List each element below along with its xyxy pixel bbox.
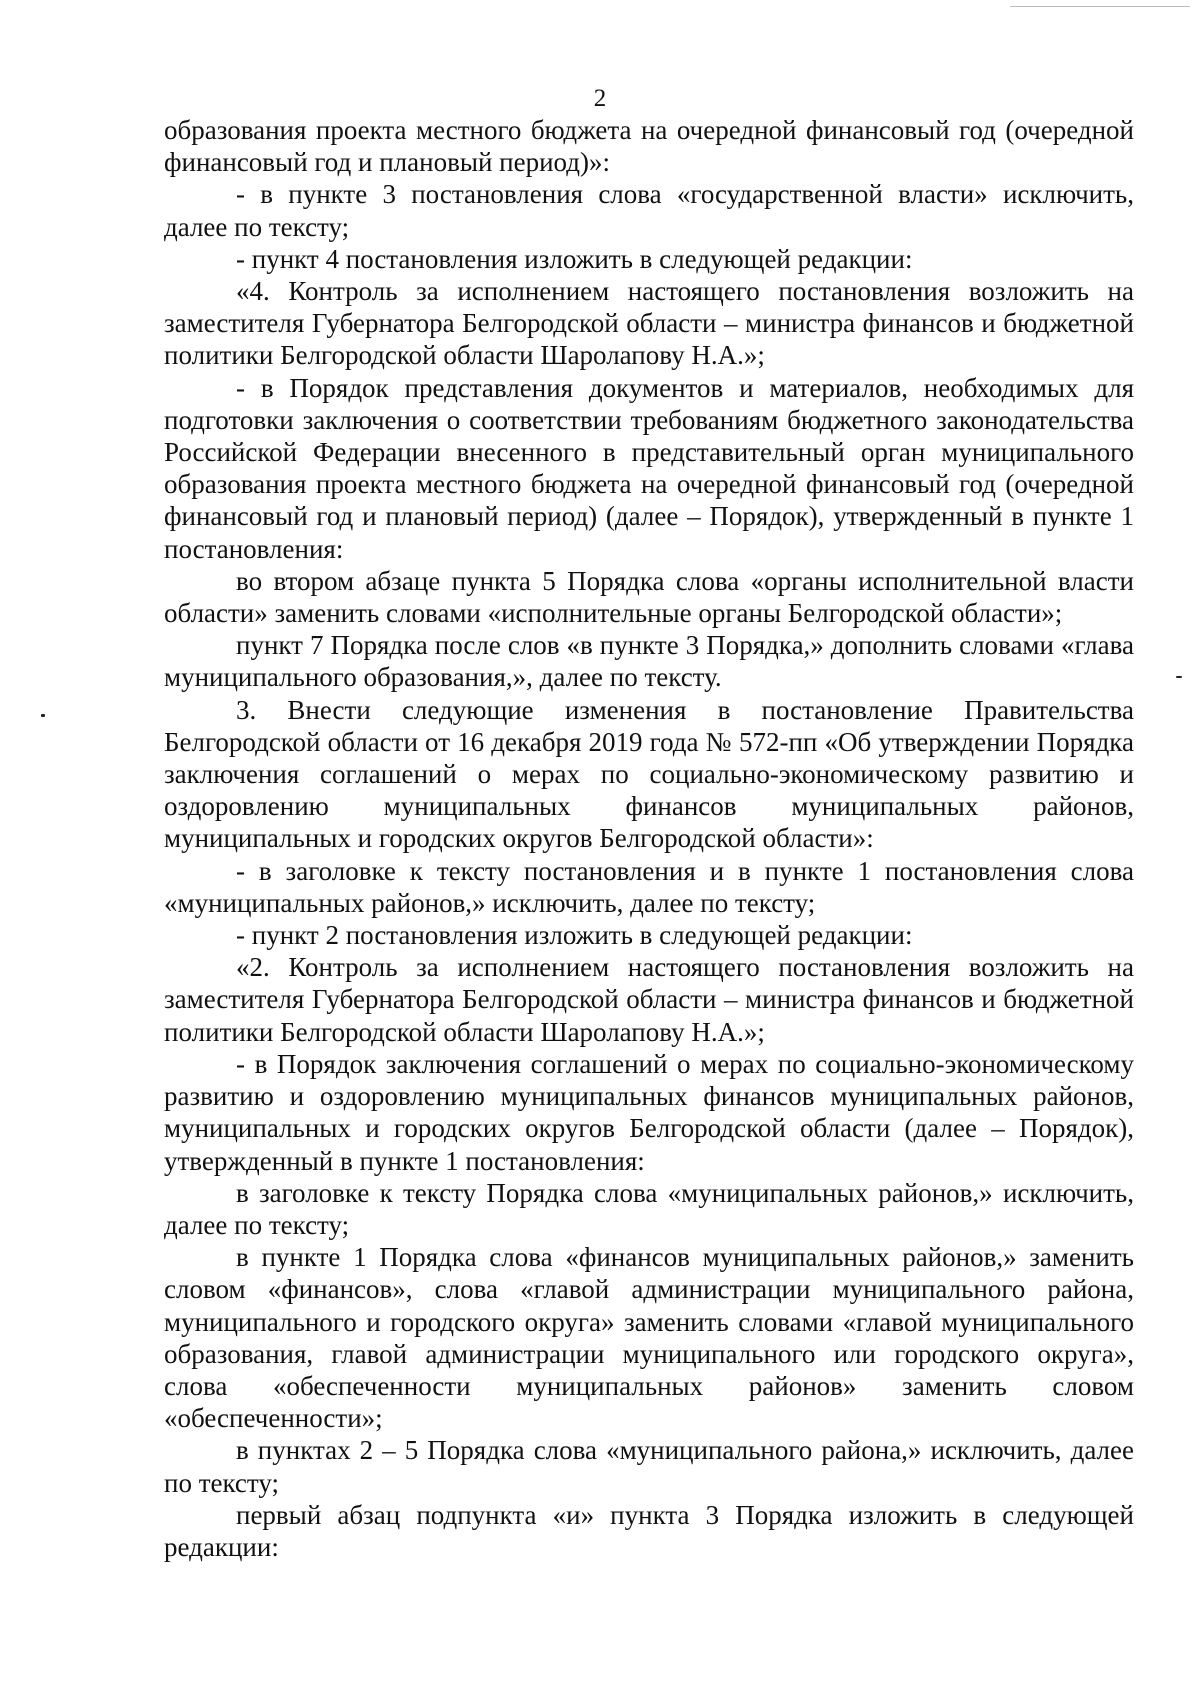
document-body	[164, 114, 1134, 1563]
paragraph-quote: «2. Контроль за исполнением настоящего постановления возложить на заместителя Губернатора Белгородской области – министра финансов и бюджетной политики Белгородской области Шаролапову Н.А.»;	[164, 952, 1134, 1047]
paragraph: в пунктах 2 – 5 Порядка слова «муниципального района,» исключить, далее по тексту;	[164, 1435, 1134, 1498]
scan-speck	[41, 714, 45, 717]
paragraph: - в Порядок представления документов и материалов, необходимых для подготовки заключения о соответствии требованиям бюджетного законодательства Российской Федерации внесенного в представительный орган муниципального образования проекта местного бюджета на очередной финансовый год (очередной финансовый год и плановый период) (далее – Порядок), утвержденный в пункте 1 постановления:	[164, 372, 1134, 564]
paragraph: - в заголовке к тексту постановления и в пункте 1 постановления слова «муниципальных районов,» исключить, далее по тексту;	[164, 855, 1134, 918]
paragraph: первый абзац подпункта «и» пункта 3 Порядка изложить в следующей редакции:	[164, 1499, 1134, 1562]
paragraph-item-3: 3. Внести следующие изменения в постановление Правительства Белгородской области от 16 декабря 2019 года № 572-пп «Об утверждении Порядка заключения соглашений о мерах по социально-экономическому развитию и оздоровлению муниципальных финансов муниципальных районов, муниципальных и городских округов Белгородской области»:	[164, 694, 1134, 854]
paragraph: в заголовке к тексту Порядка слова «муниципальных районов,» исключить, далее по тексту;	[164, 1177, 1134, 1240]
paragraph: во втором абзаце пункта 5 Порядка слова «органы исполнительной власти области» заменить словами «исполнительные органы Белгородской области»;	[164, 565, 1134, 629]
page-number: 2	[593, 85, 607, 112]
paragraph: - в Порядок заключения соглашений о мерах по социально-экономическому развитию и оздоровлению муниципальных финансов муниципальных районов, муниципальных и городских округов Белгородской области (далее – Порядок), утвержденный в пункте 1 постановления:	[164, 1048, 1134, 1176]
paragraph-continuation: образования проекта местного бюджета на очередной финансовый год (очередной финансовый год и плановый период)»:	[164, 115, 1134, 178]
scan-speck	[1176, 676, 1182, 678]
paragraph: в пункте 1 Порядка слова «финансов муниципальных районов,» заменить словом «финансов», слова «главой администрации муниципального района, муниципального и городского округа» заменить словами «главой муниципального образования, главой администрации муниципального или городского округа», слова «обеспеченности муниципальных районов» заменить словом «обеспеченности»;	[164, 1242, 1134, 1434]
paragraph: - в пункте 3 постановления слова «государственной власти» исключить, далее по тексту;	[164, 179, 1134, 242]
paragraph: - пункт 2 постановления изложить в следующей редакции:	[236, 920, 913, 951]
paragraph: - пункт 4 постановления изложить в следующей редакции:	[236, 243, 913, 274]
paragraph-quote: «4. Контроль за исполнением настоящего постановления возложить на заместителя Губернатора Белгородской области – министра финансов и бюджетной политики Белгородской области Шаролапову Н.А.»;	[164, 276, 1134, 371]
paragraph: пункт 7 Порядка после слов «в пункте 3 Порядка,» дополнить словами «глава муниципального образования,», далее по тексту.	[164, 630, 1134, 693]
top-edge-rule	[1010, 6, 1190, 7]
